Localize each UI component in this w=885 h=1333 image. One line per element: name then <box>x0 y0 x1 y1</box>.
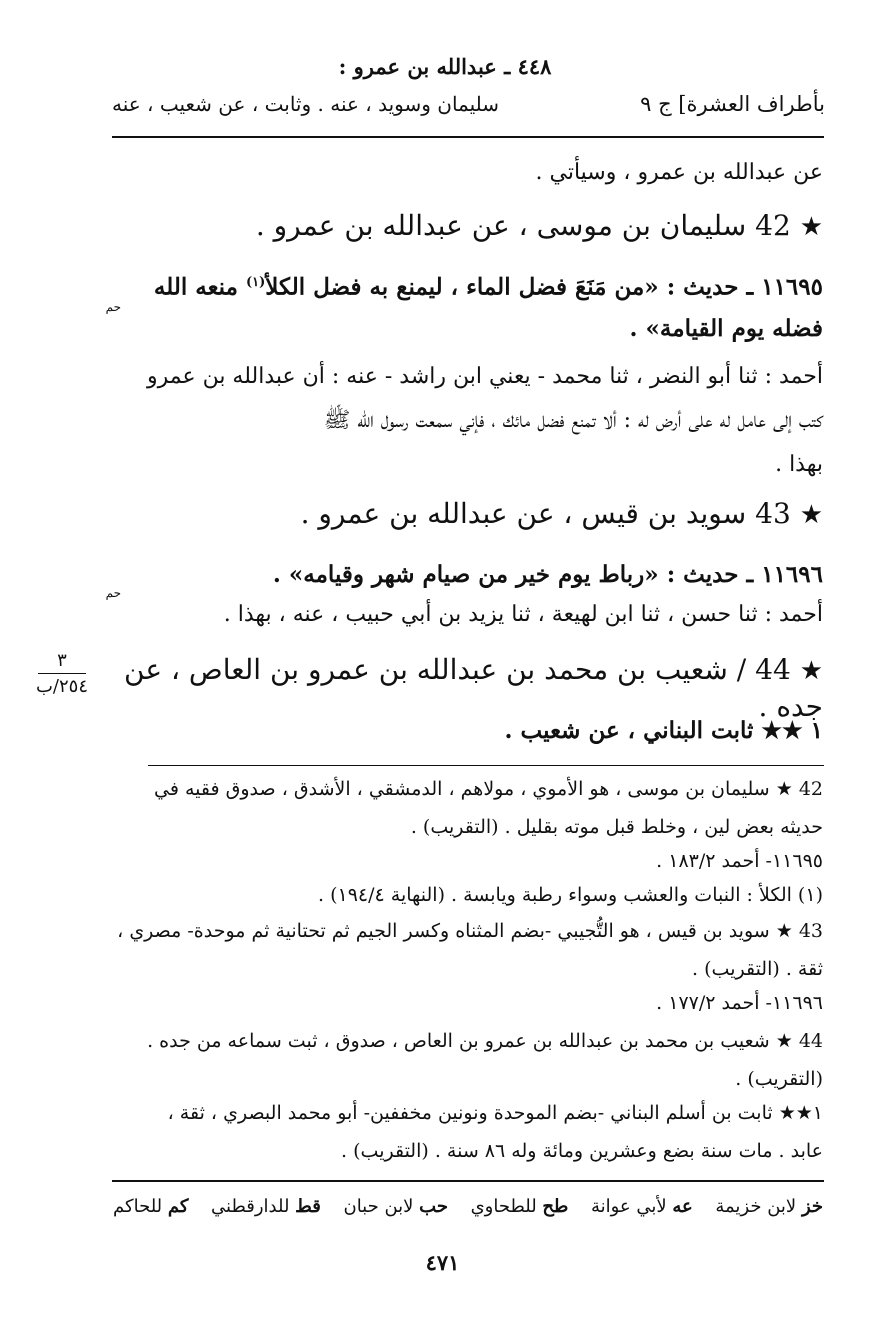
narrator-text: / شعيب بن محمد بن عبدالله بن عمرو بن العاص ، عن جده . <box>124 653 823 723</box>
star-icon: ★ <box>799 500 823 530</box>
hadith-text: «رباط يوم خير من صيام شهر وقيامه» . <box>272 561 659 588</box>
star-icon: ★ <box>799 656 823 686</box>
source-symbol: حم <box>105 300 121 314</box>
hadith-number: ١١٦٩٦ ـ حديث : <box>666 561 823 588</box>
abbr-item: عه لأبي عوانة <box>590 1196 693 1217</box>
isnad-line: أحمد : ثنا حسن ، ثنا ابن لهيعة ، ثنا يزيد بن أبي حبيب ، عنه ، بهذا . <box>223 602 823 627</box>
footnote-line: ١١٦٩٥- أحمد ١٨٣/٢ . <box>656 850 823 872</box>
narrator-42 <box>113 208 823 245</box>
folio-divider <box>38 673 86 674</box>
narrator-number: 43 <box>755 497 791 530</box>
footnote-rule <box>148 765 824 766</box>
hadith-text-tail: منعه الله <box>153 273 238 301</box>
abbr-item: خز لابن خزيمة <box>715 1196 823 1217</box>
footnote-line: 42 ★ سليمان بن موسى ، هو الأموي ، مولاهم ، الدمشقي ، الأشدق ، صدوق فقيه في <box>154 778 823 800</box>
hadith-text: «من مَنَعَ فضل الماء ، ليمنع به فضل الكلأ <box>265 273 659 301</box>
isnad-line: أحمد : ثنا أبو النضر ، ثنا محمد - يعني ابن راشد - عنه : أن عبدالله بن عمرو <box>146 364 823 389</box>
footnote-marker: (١) <box>245 275 266 290</box>
star-icon: ★ <box>799 212 823 242</box>
narrator-text: سليمان بن موسى ، عن عبدالله بن عمرو . <box>255 209 747 242</box>
footnote-line: حديثه بعض لين ، وخلط قبل موته بقليل . (التقريب) . <box>410 816 823 838</box>
header-volume: بأطراف العشرة] ج ٩ <box>640 92 825 116</box>
narrator-number: 42 <box>755 209 791 242</box>
header-rule <box>112 136 824 138</box>
footnote-line: (التقريب) . <box>735 1068 823 1090</box>
narrator-number: 44 <box>755 653 791 686</box>
header-title: ٤٤٨ ـ عبدالله بن عمرو : <box>338 54 552 79</box>
footnote-line: 43 ★ سويد بن قيس ، هو التُّجيبي -بضم المثناه وكسر الجيم ثم تحتانية ثم موحدة- مصري ، <box>117 920 823 942</box>
narrator-text: سويد بن قيس ، عن عبدالله بن عمرو . <box>300 497 747 530</box>
abbr-item: كم للحاكم <box>113 1196 189 1217</box>
source-symbol: حم <box>105 586 121 600</box>
hadith-number: ١١٦٩٥ ـ حديث : <box>666 273 823 301</box>
folio-number: ٣ <box>57 650 67 671</box>
isnad-line: كتب إلى عامل له على أرض له : ألا تمنع فضل مائك ، فإني سمعت رسول الله ﷺ <box>323 408 823 433</box>
footnote-line: ١★★ ثابت بن أسلم البناني -بضم الموحدة ونونين مخففين- أبو محمد البصري ، ثقة ، <box>167 1102 823 1124</box>
footnote-line: ١١٦٩٦- أحمد ١٧٧/٢ . <box>656 992 823 1014</box>
hadith-11696 <box>113 560 823 590</box>
header-summary: سليمان وسويد ، عنه . وثابت ، عن شعيب ، عنه <box>112 92 500 116</box>
page-number: ٤٧١ <box>425 1250 460 1275</box>
footnote-line: عابد . مات سنة بضع وعشرين ومائة وله ٨٦ سنة . (التقريب) . <box>341 1140 823 1162</box>
abbreviation-key <box>113 1196 823 1217</box>
narrator-43 <box>113 496 823 533</box>
text-line: عن عبدالله بن عمرو ، وسيأتي . <box>535 160 823 185</box>
narrator-44 <box>113 652 823 725</box>
abbr-item: قط للدارقطني <box>211 1196 321 1217</box>
isnad-line: بهذا . <box>775 452 823 477</box>
footnote-line: (١) الكلأ : النبات والعشب وسواء رطبة ويابسة . (النهاية ١٩٤/٤) . <box>317 884 823 906</box>
hadith-continuation: فضله يوم القيامة» . <box>629 315 823 342</box>
footnote-line: 44 ★ شعيب بن محمد بن عبدالله بن عمرو بن العاص ، صدوق ، ثبت سماعه من جده . <box>147 1030 823 1052</box>
hadith-11695 <box>113 268 823 303</box>
folio-ref: ٢٥٤/ب <box>35 676 89 697</box>
abbr-rule <box>112 1180 824 1182</box>
footnote-line: ثقة . (التقريب) . <box>692 958 823 980</box>
narrator-sub-1: ١ ★★ ثابت البناني ، عن شعيب . <box>504 717 823 744</box>
manuscript-folio-note <box>32 650 92 697</box>
abbr-item: طح للطحاوي <box>470 1196 569 1217</box>
abbr-item: حب لابن حبان <box>343 1196 448 1217</box>
